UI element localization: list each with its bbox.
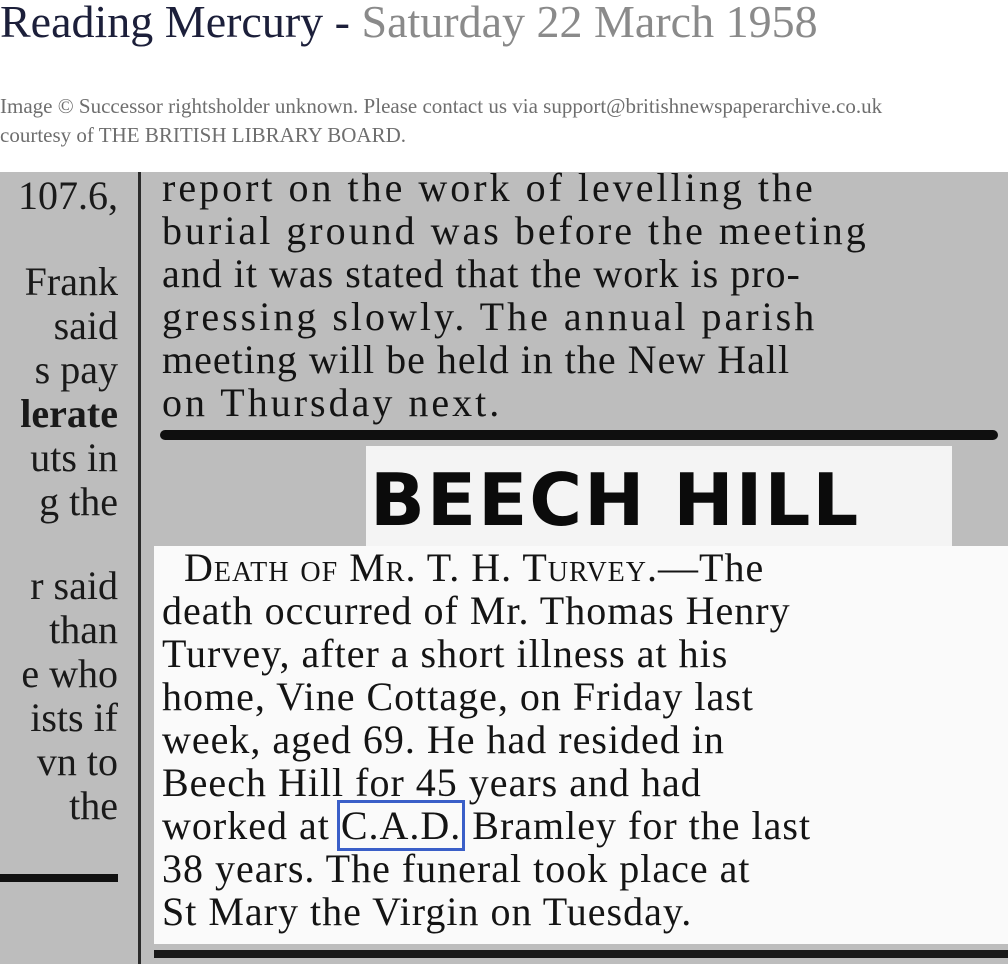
left-column-fragment — [0, 172, 122, 964]
credit-line-1: Image © Successor rightsholder unknown. Please contact us via support@britishnewspaperarchive.co.uk — [0, 94, 883, 118]
text-line-with-highlight — [162, 804, 1008, 847]
text-line: death occurred of Mr. Thomas Henry — [162, 588, 791, 633]
bottom-rule — [154, 950, 1008, 958]
left-column-rule — [0, 874, 118, 882]
obituary-panel — [154, 546, 1008, 944]
left-fragment-line: s pay — [34, 347, 118, 392]
left-fragment-line: lerate — [20, 391, 118, 436]
text-line: week, aged 69. He had resided in — [162, 717, 725, 762]
text-line: gressing slowly. The annual parish — [162, 294, 818, 339]
text-line: St Mary the Virgin on Tuesday. — [162, 889, 693, 934]
left-fragment-line: vn to — [36, 739, 118, 784]
search-highlight[interactable]: C.A.D. — [340, 803, 462, 848]
obituary-caption: Death of Mr. T. H. Turvey. — [184, 545, 659, 590]
text-line: on Thursday next. — [162, 380, 503, 425]
newspaper-clipping — [0, 172, 1008, 964]
text-line: meeting will be held in the New Hall — [162, 337, 791, 382]
credit-line-2: courtesy of THE BRITISH LIBRARY BOARD. — [0, 123, 406, 147]
obituary-caption-line — [162, 546, 1008, 589]
section-rule — [160, 430, 998, 440]
column-divider — [138, 172, 141, 964]
publication-date: Saturday 22 March 1958 — [361, 0, 818, 47]
left-fragment-line: g the — [39, 479, 118, 524]
text-line: home, Vine Cottage, on Friday last — [162, 674, 754, 719]
text-line: 38 years. The funeral took place at — [162, 846, 751, 891]
text-line: and it was stated that the work is pro- — [162, 251, 801, 296]
title-separator: - — [323, 0, 362, 47]
left-fragment-line: ists if — [30, 695, 118, 740]
text-fragment: worked at — [162, 803, 341, 848]
page-title — [0, 0, 1008, 50]
left-fragment-line: e who — [21, 651, 118, 696]
left-fragment-line: 107.6, — [18, 173, 118, 218]
left-fragment-line: Frank — [24, 259, 118, 304]
left-fragment-line: said — [53, 303, 118, 348]
parish-report-text — [162, 172, 1008, 424]
section-headline: BEECH HILL — [370, 458, 861, 542]
left-fragment-line: the — [69, 783, 118, 828]
text-line: burial ground was before the meeting — [162, 208, 869, 253]
left-fragment-line: uts in — [30, 435, 118, 480]
text-line: report on the work of levelling the — [162, 172, 816, 210]
publication-name: Reading Mercury — [0, 0, 324, 47]
text-line: Turvey, after a short illness at his — [162, 631, 729, 676]
text-line: Beech Hill for 45 years and had — [162, 760, 702, 805]
image-credit — [0, 92, 1008, 150]
left-fragment-line: than — [49, 607, 118, 652]
text-fragment: Bramley for the last — [461, 803, 812, 848]
left-fragment-line: r said — [30, 563, 118, 608]
obituary-text — [162, 546, 1008, 933]
headline-panel — [366, 446, 952, 546]
obituary-caption-tail: —The — [658, 545, 765, 590]
